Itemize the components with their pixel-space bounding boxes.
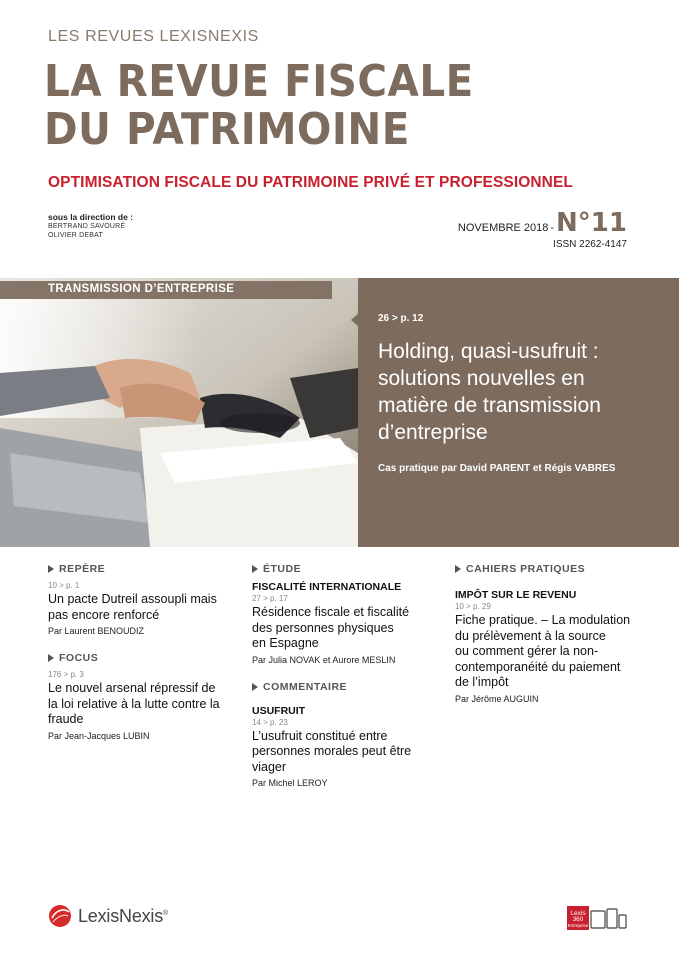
section-header-cahiers: CAHIERS PRATIQUES xyxy=(455,563,655,575)
series-name: LES REVUES LEXISNEXIS xyxy=(48,28,259,45)
article-kicker: USUFRUIT xyxy=(252,704,306,717)
triangle-bullet-icon xyxy=(48,565,54,573)
column-2 xyxy=(252,563,442,788)
column-3 xyxy=(455,563,655,704)
article-reference: 27 > p. 17 xyxy=(252,594,288,603)
triangle-bullet-icon xyxy=(252,565,258,573)
issn: ISSN 2262-4147 xyxy=(553,239,627,250)
article-reference: 10 > p. 1 xyxy=(48,581,80,590)
feature-title-line: Holding, quasi-usufruit : xyxy=(378,340,599,363)
triangle-bullet-icon xyxy=(252,683,258,691)
lexis360-badge xyxy=(567,906,629,930)
direction-label: sous la direction de : xyxy=(48,212,134,222)
section-header-etude: ÉTUDE xyxy=(252,563,442,575)
article-title-commentaire[interactable]: L’usufruit constitué entre personnes morales peut être viager xyxy=(252,728,412,774)
article-author: Par Michel LEROY xyxy=(252,778,328,788)
lexis360-logo: Lexis 360 Entreprise xyxy=(567,906,589,930)
feature-title-line: matière de transmission xyxy=(378,394,601,417)
feature-byline: Cas pratique par David PARENT et Régis VABRES xyxy=(378,463,616,474)
article-title-focus[interactable]: Le nouvel arsenal répressif de la loi relative à la lutte contre la fraude xyxy=(48,681,220,726)
article-author: Par Jean-Jacques LUBIN xyxy=(48,730,150,741)
feature-title-line: d’entreprise xyxy=(378,421,488,444)
article-title-repere[interactable]: Un pacte Dutreil assoupli mais pas encore renforcé xyxy=(48,592,217,622)
lexisnexis-globe-icon xyxy=(48,904,72,928)
issue-info xyxy=(458,208,627,250)
article-title-etude[interactable]: Résidence fiscale et fiscalité des personnes physiques en Espagne xyxy=(252,605,410,650)
director-name: OLIVIER DEBAT xyxy=(48,232,103,239)
article-kicker: FISCALITÉ INTERNATIONALE xyxy=(252,581,402,593)
category-tag xyxy=(0,281,332,299)
article-author: Par Laurent BENOUDIZ xyxy=(48,626,145,636)
triangle-bullet-icon xyxy=(48,654,54,662)
feature-reference: 26 > p. 12 xyxy=(378,313,424,324)
director-name: BERTRAND SAVOURÉ xyxy=(48,223,126,230)
publisher-name: LexisNexis® xyxy=(78,905,168,926)
article-reference: 176 > p. 3 xyxy=(48,670,84,679)
section-header-focus: FOCUS xyxy=(48,652,238,664)
handshake-photo xyxy=(0,278,358,547)
editorial-direction xyxy=(48,212,133,240)
issue-separator: - xyxy=(550,222,555,234)
triangle-bullet-icon xyxy=(455,565,461,573)
column-1 xyxy=(48,563,238,741)
journal-title-line-1: LA REVUE FISCALE xyxy=(44,56,474,107)
section-header-repere: REPÈRE xyxy=(48,563,238,575)
journal-title-line-2: DU PATRIMOINE xyxy=(44,104,410,155)
issue-date: NOVEMBRE 2018 xyxy=(457,222,549,234)
journal-title xyxy=(44,58,474,154)
feature-title[interactable] xyxy=(378,338,658,446)
lexisnexis-logo xyxy=(48,904,168,928)
category-label: TRANSMISSION D’ENTREPRISE xyxy=(48,283,235,295)
article-author: Par Jérôme AUGUIN xyxy=(455,693,539,704)
journal-subtitle: OPTIMISATION FISCALE DU PATRIMOINE PRIVÉ ET PROFESSIONNEL xyxy=(48,174,573,191)
devices-icon xyxy=(589,908,629,930)
article-kicker: IMPÔT SUR LE REVENU xyxy=(455,589,577,601)
section-header-commentaire: COMMENTAIRE xyxy=(252,681,442,693)
notch-pointer-icon xyxy=(351,313,359,327)
issue-number: N°11 xyxy=(556,208,627,238)
article-reference: 14 > p. 23 xyxy=(252,717,288,727)
article-title-cahiers[interactable]: Fiche pratique. – La modulation du prélèvement à la source ou comment gérer la non- contemporanéité du paiement de l’impôt xyxy=(455,613,631,689)
article-author: Par Julia NOVAK et Aurore MESLIN xyxy=(252,654,396,665)
article-reference: 10 > p. 29 xyxy=(455,602,491,611)
feature-title-line: solutions nouvelles en xyxy=(378,367,585,390)
